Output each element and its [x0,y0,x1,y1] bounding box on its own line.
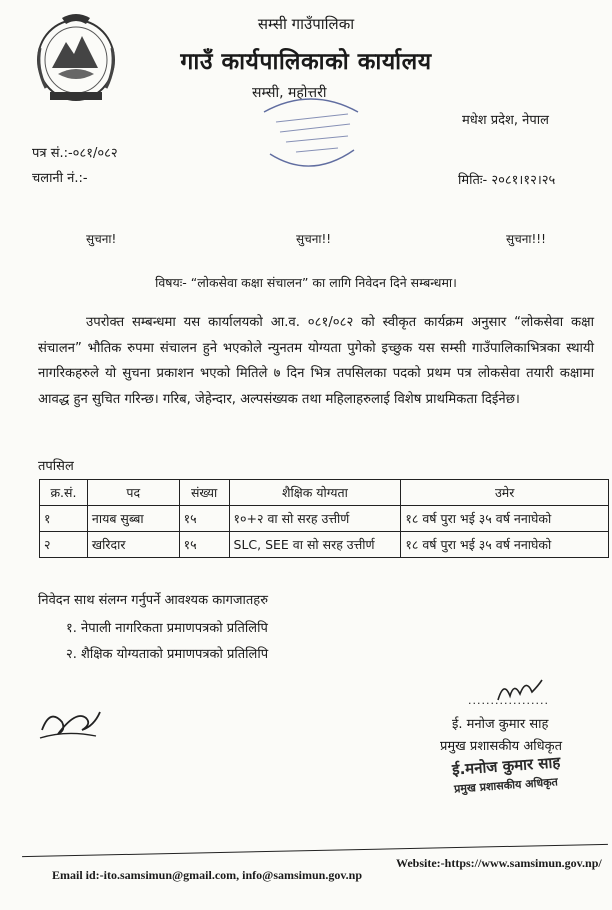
cell-count: १५ [179,506,229,532]
notice-heading-3: सुचना!!! [506,232,546,246]
address: मधेश प्रदेश, नेपाल [462,113,549,128]
document-item: २. शैक्षिक योग्यताको प्रमाणपत्रको प्रतिलिपि [66,647,269,662]
table-header-row [40,480,609,506]
header-age: उमेर [401,480,609,506]
header-qualification: शैक्षिक योग्यता [229,480,401,506]
handwritten-initial-signature [36,700,106,746]
name-stamp: ई.मनोज कुमार साह [451,753,561,779]
document-item: १. नेपाली नागरिकता प्रमाणपत्रको प्रतिलिपि [66,621,268,636]
cell-sn: २ [40,532,88,558]
signatory-name: ई. मनोज कुमार साह [452,717,549,732]
cell-qualification: १०+२ वा सो सरह उत्तीर्ण [229,506,401,532]
office-title: गाउँ कार्यपालिकाको कार्यालय [180,49,432,75]
signatory-post: प्रमुख प्रशासकीय अधिकृत [440,739,563,754]
header-post: पद [87,480,179,506]
subject-line: विषयः- “लोकसेवा कक्षा संचालन” का लागि निवेदन दिने सम्बन्धमा। [155,275,457,290]
header-count: संख्या [179,480,229,506]
table-caption: तपसिल [38,459,74,474]
body-paragraph: उपरोक्त सम्बन्धमा यस कार्यालयको आ.व. ०८१/०८२ को स्वीकृत कार्यक्रम अनुसार “लोकसेवा कक्षा संचालन” भौतिक रुपमा संचालन हुने भएकोले न्युनतम योग्यता पुगेको इच्छुक यस सम्सी गाउँपालिकाभित्रका स्थायी नागरिकहरुले यो सुचना प्रकाशन भएको मितिले ७ दिन भित्र तपसिलका पदको प्रथम पत्र लोकसेवा तयारी कक्षामा आवद्ध हुन सुचित गरिन्छ। गरिब, जेहेन्दार, अल्पसंख्यक तथा महिलाहरुलाई विशेष प्राथमिकता दिईनेछ। [38,315,594,407]
notice-heading-1: सुचना! [86,232,117,246]
place-name: सम्सी, महोत्तरी [252,85,327,101]
cell-age: १८ वर्ष पुरा भई ३५ वर्ष ननाघेको [401,506,609,532]
footer-website: Website:-https://www.samsimun.gov.np/ [396,856,602,870]
signature-line: .................. [468,694,549,707]
letter-number: पत्र सं.:-०८१/०८२ [32,146,118,161]
documents-title: निवेदन साथ संलग्न गर्नुपर्ने आवश्यक कागजातहरु [38,593,268,608]
cell-sn: १ [40,506,88,532]
office-seal-stamp [256,92,366,172]
org-name: सम्सी गाउँपालिका [257,15,355,33]
dispatch-number: चलानी नं.:- [32,171,88,186]
letter-date: मितिः- २०८१।१२।२५ [458,173,556,188]
header-sn: क्र.सं. [40,480,88,506]
cell-count: १५ [179,532,229,558]
table-row [40,506,609,532]
cell-post: खरिदार [87,532,179,558]
cell-post: नायब सुब्बा [87,506,179,532]
table-row [40,532,609,558]
post-stamp: प्रमुख प्रशासकीय अधिकृत [453,775,559,796]
cell-qualification: SLC, SEE वा सो सरह उत्तीर्ण [229,532,401,558]
posts-table [39,479,609,558]
notice-heading-2: सुचना!! [296,232,332,246]
footer-email: Email id:-ito.samsimun@gmail.com, info@samsimun.gov.np [52,868,363,882]
cell-age: १८ वर्ष पुरा भई ३५ वर्ष ननाघेको [401,532,609,558]
